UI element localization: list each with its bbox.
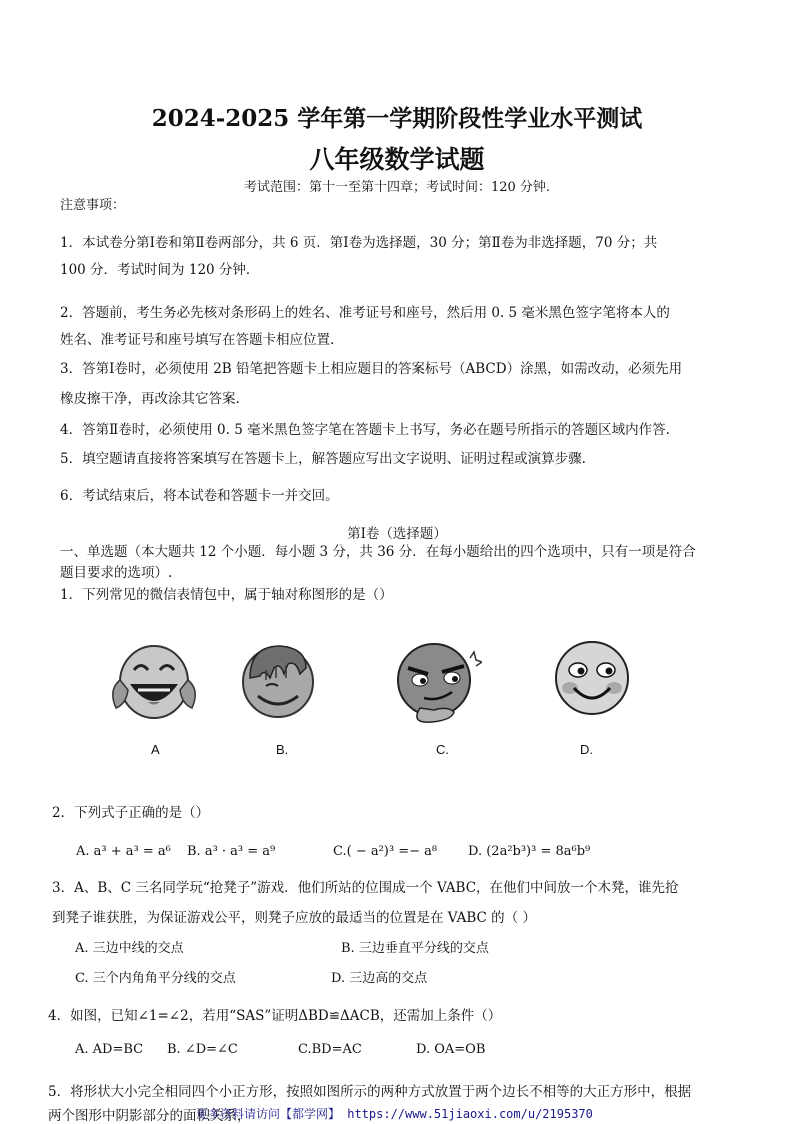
question-4-option-b: B. ∠D=∠C	[167, 1042, 238, 1057]
question-4-option-c: C.BD=AC	[298, 1042, 362, 1057]
section-1-title: 第Ⅰ卷（选择题）	[347, 526, 447, 542]
question-2-stem: 2．下列式子正确的是（）	[52, 805, 210, 821]
question-2-option-b: B. a³ · a³ = a⁹	[187, 844, 276, 859]
question-2-option-d: D. (2a²b³)³ = 8a⁶b⁹	[468, 844, 591, 859]
note-5: 5．填空题请直接将答案填写在答题卡上，解答题应写出文字说明、证明过程或演算步骤.	[60, 451, 586, 467]
section-1-intro-line2: 题目要求的选项）.	[60, 565, 173, 581]
question-3-stem-line2: 到凳子谁获胜，为保证游戏公平，则凳子应放的最适当的位置是在 VABC 的（ ）	[52, 910, 536, 926]
note-3-line2: 橡皮擦干净，再改涂其它答案.	[60, 391, 240, 407]
question-4-option-d: D. OA=OB	[416, 1042, 486, 1057]
question-3-option-a: A. 三边中线的交点	[75, 941, 184, 956]
question-3-option-b: B. 三边垂直平分线的交点	[341, 941, 489, 956]
note-1-line1: 1．本试卷分第Ⅰ卷和第Ⅱ卷两部分，共 6 页．第Ⅰ卷为选择题，30 分；第Ⅱ卷为非选择题，70 分；共	[60, 235, 658, 251]
exam-subtitle: 八年级数学试题	[309, 145, 485, 174]
question-1-option-b-label: B.	[276, 742, 289, 757]
note-2-line1: 2．答题前，考生务必先核对条形码上的姓名、准考证号和座号，然后用 0. 5 毫米黑色签字笔将本人的	[60, 305, 670, 321]
smirk-thinking-emoji-icon	[390, 638, 482, 728]
exam-title: 2024-2025 学年第一学期阶段性学业水平测试	[151, 105, 643, 132]
question-1-option-a-label: A	[151, 742, 160, 757]
note-4: 4．答第Ⅱ卷时，必须使用 0. 5 毫米黑色签字笔在答题卡上书写，务必在题号所指示的答题区域内作答.	[60, 422, 670, 438]
question-2-option-a: A. a³ + a³ = a⁶	[76, 844, 171, 859]
question-1-stem: 1．下列常见的微信表情包中，属于轴对称图形的是（）	[60, 587, 393, 603]
question-4-stem: 4．如图，已知∠1=∠2，若用“SAS”证明ΔBD≌ΔACB，还需加上条件（）	[48, 1008, 502, 1024]
footer-link[interactable]: 更多资料请访问【都学网】 https://www.51jiaoxi.com/u/2195370	[196, 1107, 593, 1121]
note-6: 6．考试结束后，将本试卷和答题卡一并交回。	[60, 488, 339, 504]
question-1-option-c-label: C.	[436, 742, 449, 757]
question-5-stem-line2: 两个图形中阴影部分的面积关系，	[48, 1108, 251, 1124]
question-1-option-d-label: D.	[580, 742, 593, 757]
question-4-option-a: A. AD=BC	[75, 1042, 144, 1057]
section-1-intro-line1: 一、单选题（本大题共 12 个小题．每小题 3 分，共 36 分．在每小题给出的四个选项中，只有一项是符合	[60, 544, 696, 560]
laughing-tears-emoji-icon	[108, 640, 200, 722]
exam-scope: 考试范围：第十一至第十四章；考试时间：120 分钟.	[243, 180, 551, 195]
note-1-line2: 100 分．考试时间为 120 分钟．	[60, 262, 260, 278]
notes-heading: 注意事项：	[60, 198, 126, 213]
question-2-option-c: C.( − a²)³ =− a⁸	[333, 844, 438, 859]
question-5-stem-line1: 5．将形状大小完全相同四个小正方形，按照如图所示的两种方式放置于两个边长不相等的大正方形中，根据	[48, 1084, 692, 1100]
grin-emoji-icon	[550, 636, 634, 720]
question-3-stem-line1: 3．A、B、C 三名同学玩“抢凳子”游戏．他们所站的位围成一个 VABC，在他们中间放一个木凳，谁先抢	[52, 880, 679, 896]
question-3-option-d: D. 三边高的交点	[331, 971, 428, 986]
note-2-line2: 姓名、准考证号和座号填写在答题卡相应位置.	[60, 332, 335, 348]
note-3-line1: 3．答第Ⅰ卷时，必须使用 2B 铅笔把答题卡上相应题目的答案标号（ABCD）涂黑，如需改动，必须先用	[60, 361, 683, 377]
facepalm-emoji-icon	[236, 640, 320, 720]
question-3-option-c: C. 三个内角角平分线的交点	[75, 971, 236, 986]
